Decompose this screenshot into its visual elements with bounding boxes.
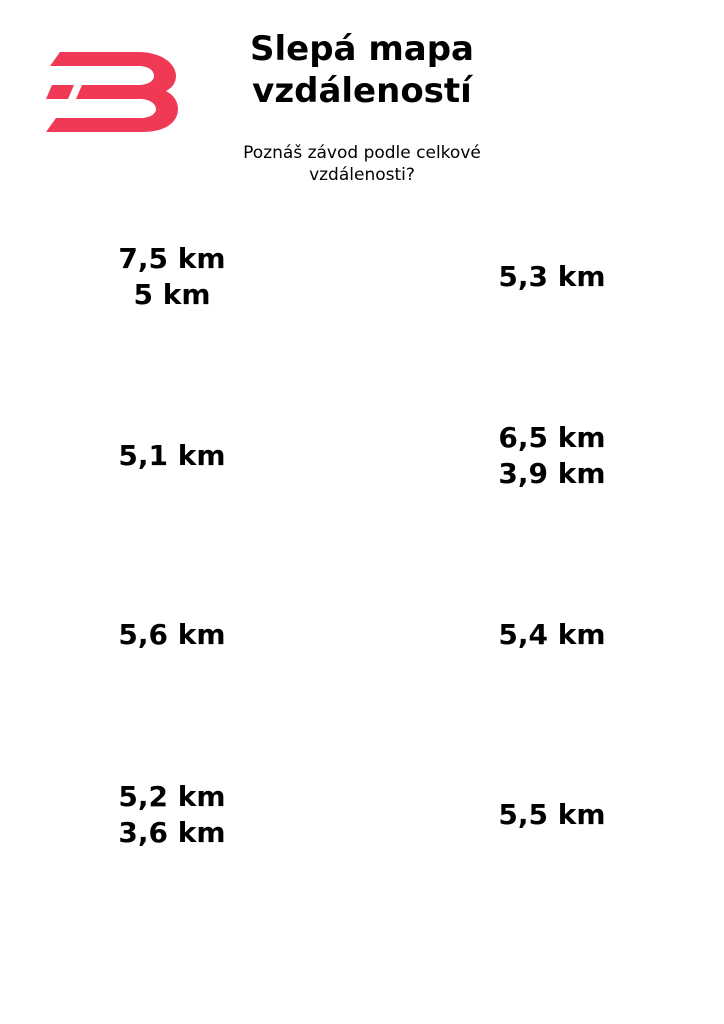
page-subtitle xyxy=(182,142,542,186)
distance-card-row3-right xyxy=(452,617,652,653)
page-title-line-2: vzdáleností xyxy=(252,71,472,111)
distance-value: 5,6 km xyxy=(118,618,226,651)
distance-card-row3-left xyxy=(72,617,272,653)
distance-value: 3,9 km xyxy=(498,457,606,490)
distance-value: 5,5 km xyxy=(498,798,606,831)
page-title-line-1: Slepá mapa xyxy=(250,29,474,69)
distance-card-row1-left xyxy=(72,241,272,313)
distance-value: 5,1 km xyxy=(118,439,226,472)
distance-card-row1-right xyxy=(452,259,652,295)
distance-card-row2-left xyxy=(72,438,272,474)
distance-value: 7,5 km xyxy=(118,242,226,275)
distance-card-row4-left xyxy=(72,779,272,851)
distance-value: 5,3 km xyxy=(498,260,606,293)
page-title xyxy=(212,28,512,112)
distance-value: 5,2 km xyxy=(118,780,226,813)
page-subtitle-line-2: vzdálenosti? xyxy=(309,165,415,185)
brand-logo-icon xyxy=(46,52,178,132)
distance-value: 3,6 km xyxy=(118,816,226,849)
distance-value: 5,4 km xyxy=(498,618,606,651)
distance-value: 5 km xyxy=(133,278,211,311)
distance-card-row2-right xyxy=(452,420,652,492)
distance-value: 6,5 km xyxy=(498,421,606,454)
distance-card-row4-right xyxy=(452,797,652,833)
page-subtitle-line-1: Poznáš závod podle celkové xyxy=(243,143,481,163)
